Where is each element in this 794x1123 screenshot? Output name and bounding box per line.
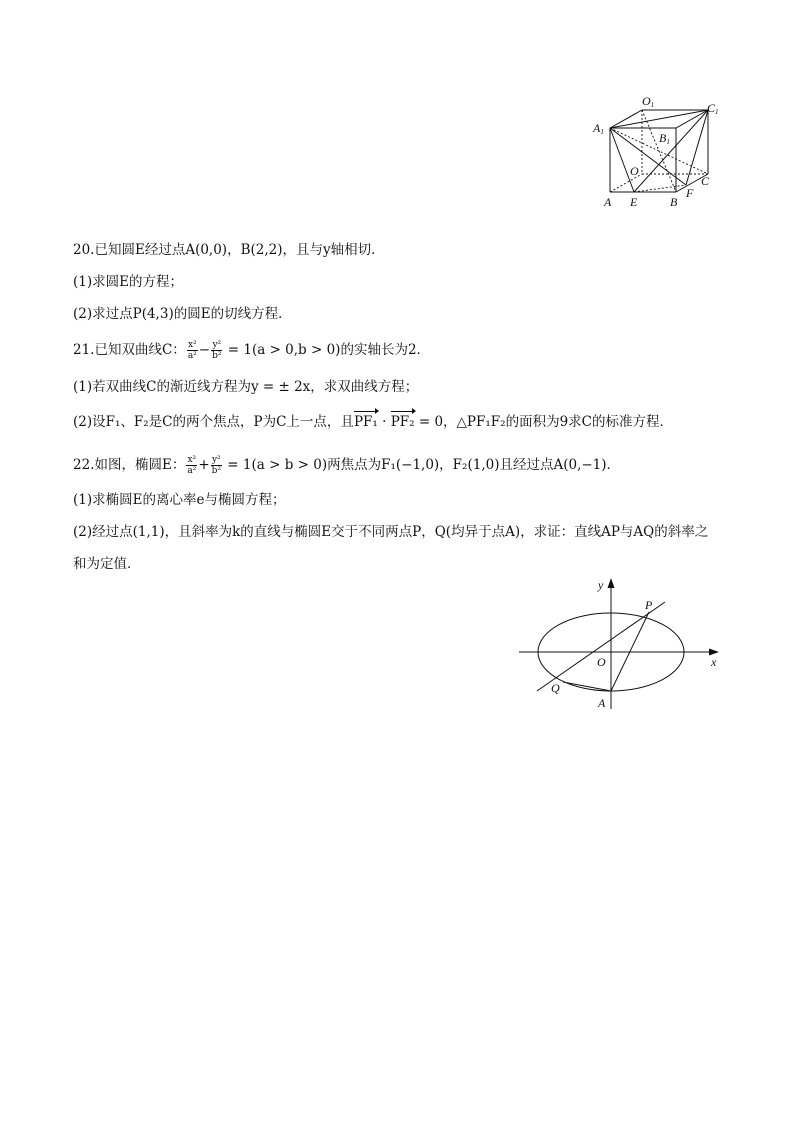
label-P: P — [645, 598, 653, 612]
fraction-y2-b2: $\frac{\text{y²}}{\text{b²}}$ — [212, 340, 222, 361]
problem-21-statement: 21.已知双曲线C： $\frac{\text{x²}}{\text{a²}}$ − $\frac{\text{y²}}{\text{b²}}$ = 1(a > 0,b > 0)的实轴长为2． — [73, 340, 431, 361]
vector-pf1: PF₁ — [353, 414, 378, 430]
ellipse-figure — [515, 575, 725, 715]
problem-20-part-2: (2)求过点P(4,3)的圆E的切线方程． — [73, 306, 292, 322]
problem-22-part-2-cont: 和为定值． — [73, 556, 141, 572]
fraction-x2-a2: $\frac{\text{x²}}{\text{a²}}$ — [187, 340, 197, 361]
fraction-y2-b2: $\frac{\text{y²}}{\text{b²}}$ — [211, 455, 221, 476]
vector-pf2: PF₂ — [390, 414, 415, 430]
label-F: F — [686, 186, 694, 200]
problem-20-part-1: (1)求圆E的方程； — [73, 274, 183, 290]
label-C: C — [701, 174, 710, 188]
label-O1: O1 — [642, 94, 655, 109]
label-O: O — [597, 655, 606, 669]
label-y: y — [598, 578, 604, 592]
label-x: x — [711, 655, 717, 669]
problem-21-part-2: (2)设F₁、F₂是C的两个焦点，P为C上一点，且PF₁ · PF₂ = 0，△PF₁F₂的面积为9求C的标准方程． — [73, 414, 673, 430]
label-E: E — [630, 195, 638, 209]
fraction-x2-a2: $\frac{\text{x²}}{\text{a²}}$ — [187, 455, 197, 476]
label-C1: C1 — [707, 101, 719, 116]
label-Q: Q — [551, 681, 560, 695]
label-A: A — [604, 195, 612, 209]
problem-20-statement: 20.已知圆E经过点A(0,0)，B(2,2)，且与y轴相切． — [73, 242, 385, 258]
label-B: B — [670, 195, 678, 209]
problem-21-part-1: (1)若双曲线C的渐近线方程为y = ± 2x，求双曲线方程； — [73, 379, 419, 395]
label-A: A — [598, 696, 606, 710]
label-A1: A1 — [593, 121, 604, 136]
label-B1: B1 — [659, 131, 670, 146]
cube-figure — [590, 90, 730, 215]
problem-22-statement: 22.如图，椭圆E： $\frac{\text{x²}}{\text{a²}}$ + $\frac{\text{y²}}{\text{b²}}$ = 1(a > b > 0)两焦点为F₁(−1,0)，F₂(1,0)且经过点A(0,−1)． — [73, 455, 621, 476]
label-O: O — [630, 164, 639, 178]
problem-22-part-1: (1)求椭圆E的离心率e与椭圆方程； — [73, 492, 286, 508]
problem-22-part-2: (2)经过点(1,1)，且斜率为k的直线与椭圆E交于不同两点P，Q(均异于点A)，求证：直线AP与AQ的斜率之 — [73, 524, 709, 540]
